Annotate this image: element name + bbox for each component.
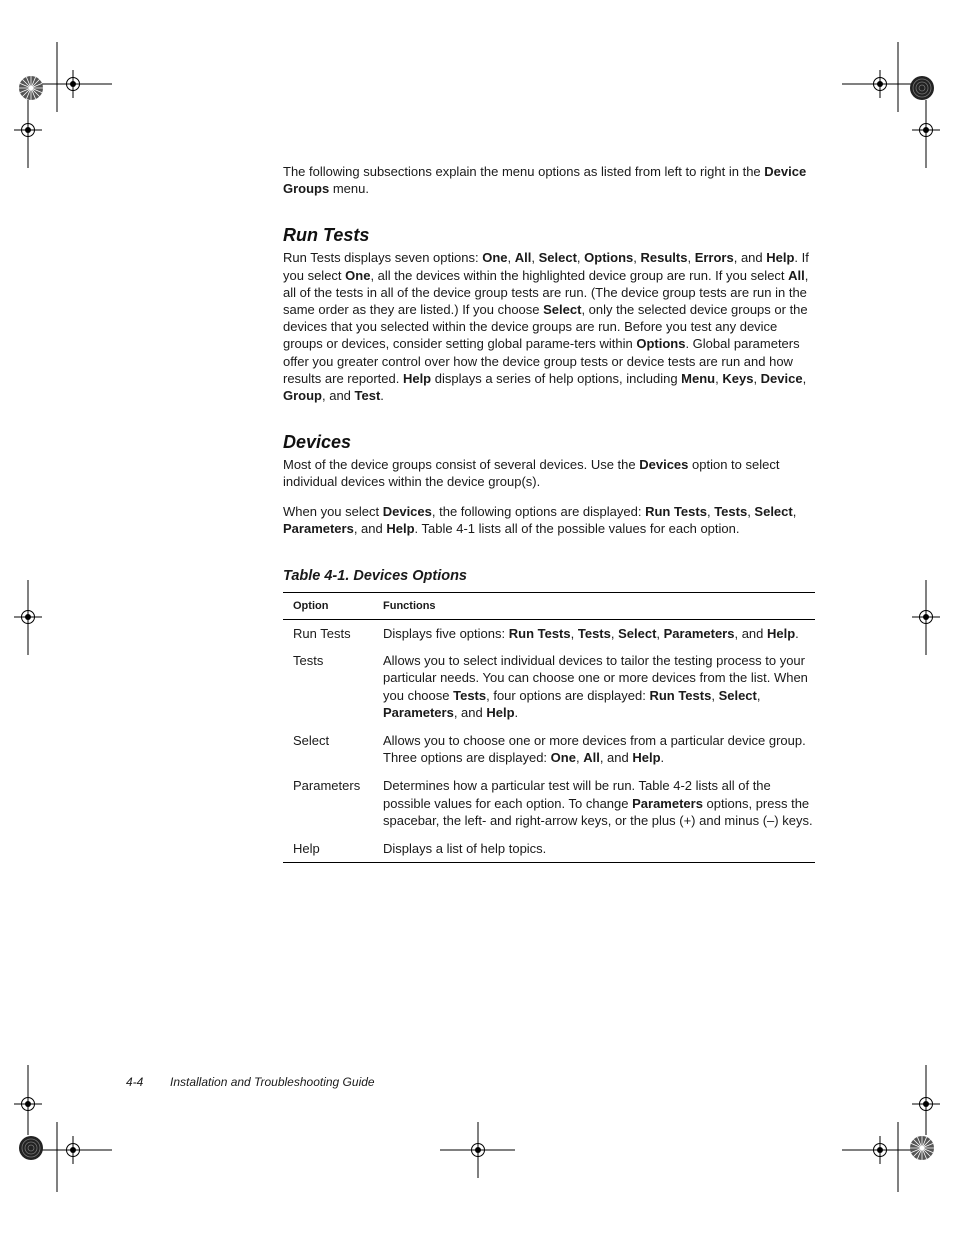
table-row: [283, 652, 815, 732]
table-row: [283, 777, 815, 840]
run-tests-heading: Run Tests: [283, 225, 370, 246]
devices-paragraph-1: Most of the device groups consist of several devices. Use the Devices option to select individual devices within the device group(s).: [283, 457, 780, 490]
table-row: [283, 840, 815, 863]
intro-paragraph: The following subsections explain the menu options as listed from left to right in the Device Groups menu.: [283, 164, 807, 197]
header-option: Option: [293, 600, 329, 613]
row-function: Determines how a particular test will be run. Table 4-2 lists all of the possible values for each option. To change Parameters options, press the spacebar, the left- and right-arrow keys, or the plus (+) and minus (–) keys.: [383, 778, 813, 828]
table-header-row: [283, 593, 815, 620]
row-function: Displays five options: Run Tests, Tests, Select, Parameters, and Help.: [383, 626, 799, 642]
table-caption: Table 4-1. Devices Options: [283, 568, 467, 585]
devices-options-table: [283, 592, 815, 863]
row-option: Select: [293, 733, 330, 749]
guide-title: Installation and Troubleshooting Guide: [170, 1075, 375, 1089]
page-content: [283, 163, 815, 863]
page-number: 4-4: [126, 1075, 144, 1089]
row-option: Tests: [293, 653, 324, 669]
devices-heading: Devices: [283, 432, 352, 453]
row-option: Run Tests: [293, 626, 351, 642]
row-option: Parameters: [293, 778, 361, 794]
table-row: [283, 620, 815, 653]
table-row: [283, 732, 815, 777]
header-functions: Functions: [383, 600, 436, 613]
row-function: Allows you to choose one or more devices from a particular device group. Three options are displayed: One, All, and Help.: [383, 733, 806, 766]
row-function: Displays a list of help topics.: [383, 840, 815, 863]
row-function: Allows you to select individual devices to tailor the testing process to your particular needs. You can choose one or more devices from the list. When you choose Tests, four options are displayed: Run Tests, Select, Parameters, and Help.: [383, 653, 808, 720]
devices-paragraph-2: When you select Devices, the following options are displayed: Run Tests, Tests, Select, Parameters, and Help. Table 4-1 lists all of the possible values for each option.: [283, 503, 797, 536]
run-tests-paragraph: Run Tests displays seven options: One, All, Select, Options, Results, Errors, and Help. If you select One, all the devices within the highlighted device group are run. If you select All, all of the tests in all of the device group tests are run. (The device group tests are run in the same order as they are listed.) If you choose Select, only the selected device groups or the devices that you selected within the device groups are run. Before you test any device groups or devices, consider setting global parame-ters within Options. Global parameters offer you greater control over how the device group tests or device tests are run and how results are reported. Help displays a series of help options, including Menu, Keys, Device, Group, and Test.: [283, 250, 809, 404]
row-option: Help: [283, 840, 383, 863]
page-footer: [126, 1075, 375, 1089]
